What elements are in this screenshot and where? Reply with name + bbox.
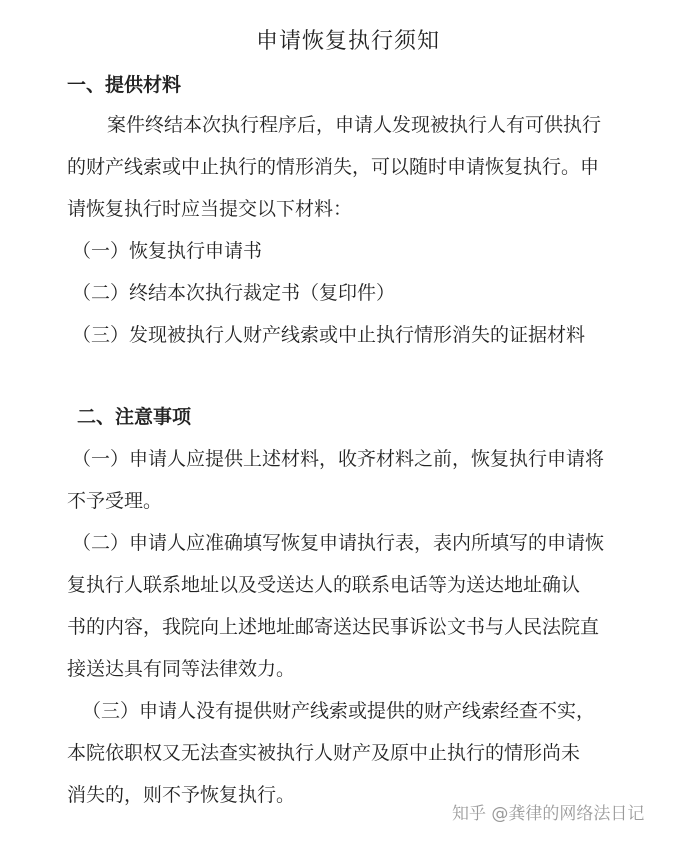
note-item-line: 接送达具有同等法律效力。 <box>67 658 296 680</box>
page-title: 申请恢复执行须知 <box>255 29 440 54</box>
section-heading-notes: 二、注意事项 <box>77 406 192 428</box>
material-item: （一）恢复执行申请书 <box>72 240 263 262</box>
note-item-line: 复执行人联系地址以及受送达人的联系电话等为送达地址确认 <box>67 574 581 596</box>
note-item-line: 本院依职权又无法查实被执行人财产及原中止执行的情形尚未 <box>67 742 581 764</box>
watermark: 知乎 @龚律的网络法日记 <box>452 804 645 824</box>
intro-line: 请恢复执行时应当提交以下材料： <box>67 198 353 220</box>
note-item-line: （一）申请人应提供上述材料，收齐材料之前，恢复执行申请将 <box>72 448 605 470</box>
intro-line: 案件终结本次执行程序后，申请人发现被执行人有可供执行 <box>107 114 602 136</box>
note-item-line: 消失的，则不予恢复执行。 <box>67 784 296 806</box>
intro-line: 的财产线索或中止执行的情形消失，可以随时申请恢复执行。申 <box>67 156 600 178</box>
material-item: （二）终结本次执行裁定书（复印件） <box>72 282 396 304</box>
material-item: （三）发现被执行人财产线索或中止执行情形消失的证据材料 <box>72 324 586 346</box>
section-heading-materials: 一、提供材料 <box>67 74 182 96</box>
note-item-line: 不予受理。 <box>67 490 163 512</box>
note-item-line: （二）申请人应准确填写恢复申请执行表，表内所填写的申请恢 <box>72 532 605 554</box>
note-item-line: （三）申请人没有提供财产线索或提供的财产线索经查不实， <box>82 700 596 722</box>
note-item-line: 书的内容，我院向上述地址邮寄送达民事诉讼文书与人民法院直 <box>67 616 600 638</box>
